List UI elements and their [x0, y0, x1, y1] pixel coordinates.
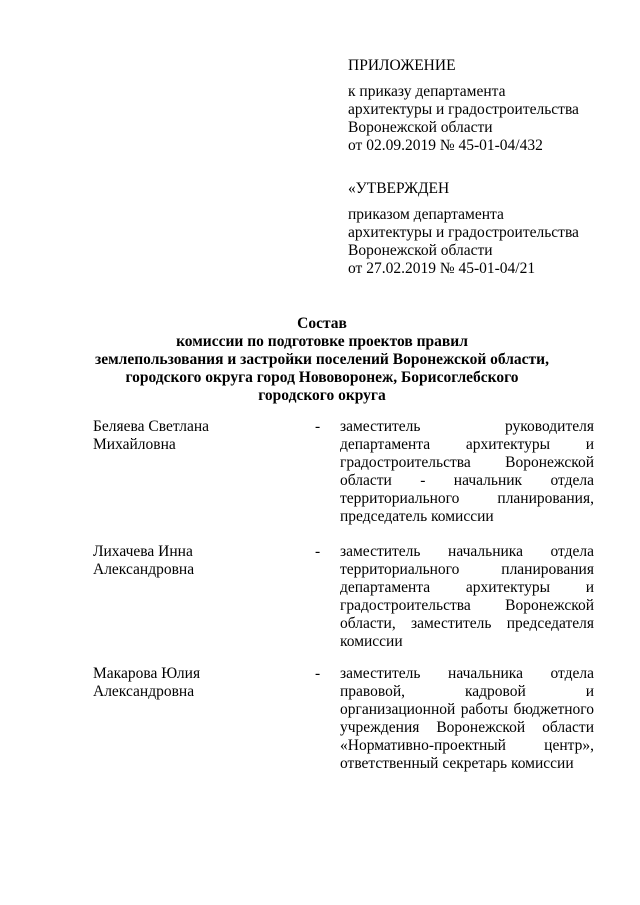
member-role-line: заместитель руководителя — [340, 418, 594, 435]
member-role-line: заместитель начальника отдела — [340, 543, 594, 560]
member-role-line: градостроительства Воронежской — [340, 454, 594, 471]
member-role-line: департамента архитектуры и — [340, 436, 594, 453]
member-role-line: «Нормативно-проектный центр», — [340, 737, 594, 754]
approval-line: от 27.02.2019 № 45-01-04/21 — [348, 260, 536, 277]
member-role-line: области - начальник отдела — [340, 472, 594, 489]
title-line: землепользования и застройки поселений Воронежской области, — [95, 351, 549, 368]
member-name-line: Макарова Юлия — [93, 665, 201, 682]
appendix-line: к приказу департамента — [348, 83, 506, 100]
document-title — [80, 315, 564, 405]
member-role — [340, 665, 594, 773]
appendix-block — [348, 57, 618, 155]
member-name — [93, 543, 303, 579]
member-name-line: Беляева Светлана — [93, 418, 210, 435]
member-role-line: территориального планирования, — [340, 490, 594, 507]
approval-line: Воронежской области — [348, 242, 493, 259]
approval-block — [348, 180, 618, 278]
member-role-line: заместитель начальника отдела — [340, 665, 594, 682]
member-role-line: председатель комиссии — [340, 508, 494, 525]
appendix-heading: ПРИЛОЖЕНИЕ — [348, 57, 456, 74]
title-line: городского округа — [258, 387, 386, 404]
appendix-line: от 02.09.2019 № 45-01-04/432 — [348, 137, 543, 154]
member-name — [93, 665, 303, 701]
member-name-line: Лихачева Инна — [93, 543, 193, 560]
member-name-line: Михайловна — [93, 436, 176, 453]
member-role — [340, 543, 594, 651]
member-role-line: организационной работы бюджетного — [340, 701, 594, 718]
member-role-line: комиссии — [340, 633, 403, 650]
member-name-line: Александровна — [93, 683, 195, 700]
title-line: городского округа город Нововоронеж, Борисоглебского — [125, 369, 519, 386]
member-dash: - — [315, 665, 321, 682]
member-role-line: ответственный секретарь комиссии — [340, 755, 574, 772]
member-role-line: департамента архитектуры и — [340, 579, 594, 596]
title-line: комиссии по подготовке проектов правил — [176, 333, 468, 350]
title-line: Состав — [297, 315, 347, 332]
member-role-line: территориального планирования — [340, 561, 594, 578]
appendix-line: архитектуры и градостроительства — [348, 101, 579, 118]
member-name-line: Александровна — [93, 561, 195, 578]
appendix-line: Воронежской области — [348, 119, 493, 136]
member-role-line: учреждения Воронежской области — [340, 719, 594, 736]
member-role-line: правовой, кадровой и — [340, 683, 594, 700]
member-role-line: градостроительства Воронежской — [340, 597, 594, 614]
member-dash: - — [315, 543, 321, 560]
approval-line: архитектуры и градостроительства — [348, 224, 579, 241]
member-name — [93, 418, 303, 454]
approval-line: приказом департамента — [348, 206, 504, 223]
approval-heading: «УТВЕРЖДЕН — [348, 180, 450, 197]
member-role — [340, 418, 594, 526]
member-dash: - — [315, 418, 321, 435]
member-role-line: области, заместитель председателя — [340, 615, 594, 632]
